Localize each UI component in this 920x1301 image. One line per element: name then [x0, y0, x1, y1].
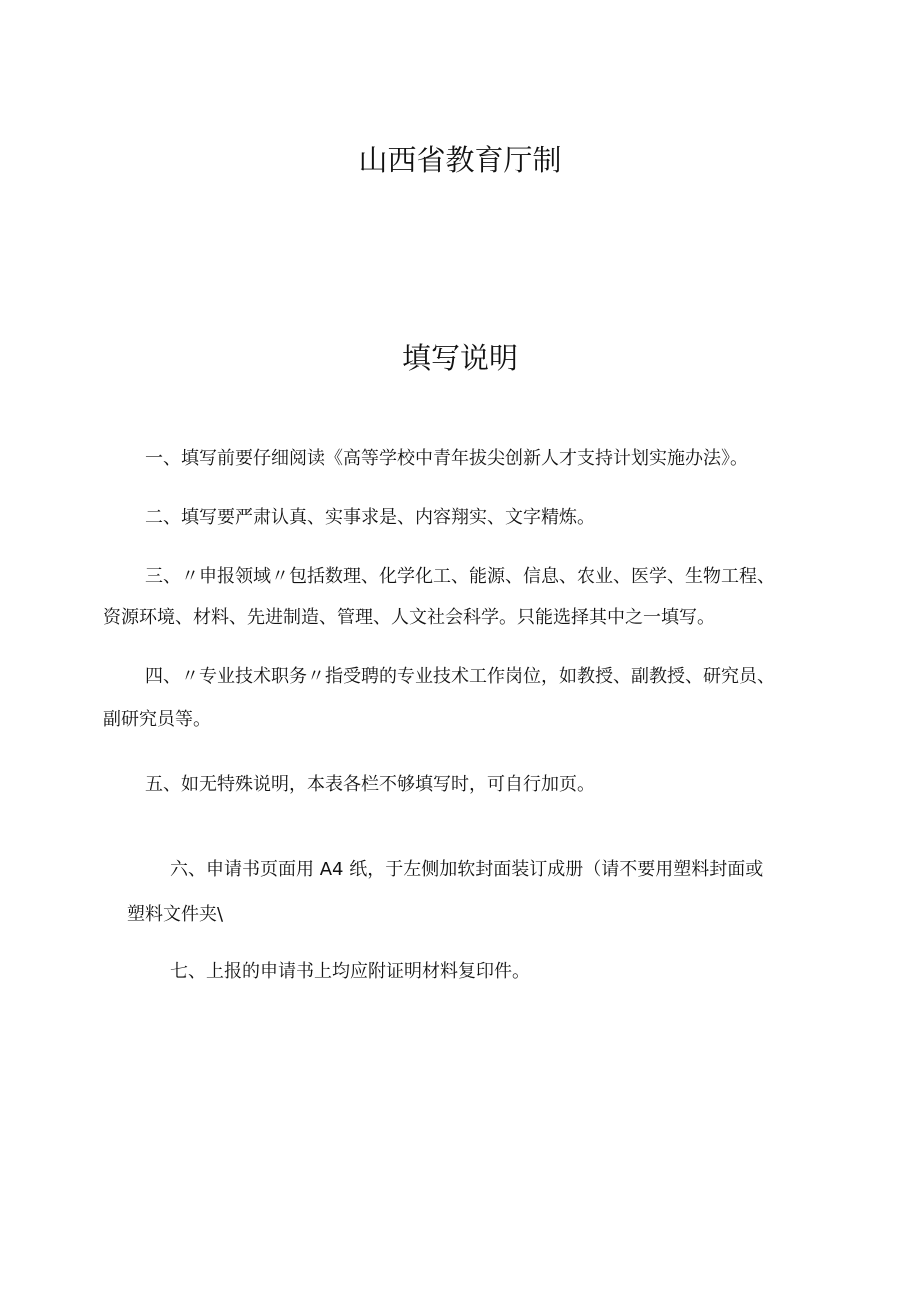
instruction-item-6-line-2: 塑料文件夹\	[127, 904, 224, 925]
instruction-item-5: 五、如无特殊说明，本表各栏不够填写时，可自行加页。	[145, 774, 595, 795]
issuer-title: 山西省教育厅制	[358, 143, 562, 177]
instruction-item-4-line-1: 四、〃专业技术职务〃指受聘的专业技术工作岗位，如教授、副教授、研究员、	[145, 666, 775, 687]
instruction-item-3-line-2: 资源环境、材料、先进制造、管理、人文社会科学。只能选择其中之一填写。	[103, 607, 715, 628]
instruction-item-7: 七、上报的申请书上均应附证明材料复印件。	[170, 961, 530, 982]
instruction-item-2: 二、填写要严肃认真、实事求是、内容翔实、文字精炼。	[145, 507, 595, 528]
instruction-item-4-line-2: 副研究员等。	[103, 709, 211, 730]
instructions-heading: 填写说明	[401, 341, 518, 375]
instruction-item-3-line-1: 三、〃申报领域〃包括数理、化学化工、能源、信息、农业、医学、生物工程、	[145, 566, 775, 587]
instruction-item-6-line-1: 六、申请书页面用 A4 纸，于左侧加软封面装订成册（请不要用塑料封面或	[170, 859, 764, 880]
instruction-item-1: 一、填写前要仔细阅读《高等学校中青年拔尖创新人才支持计划实施办法》。	[145, 448, 748, 469]
